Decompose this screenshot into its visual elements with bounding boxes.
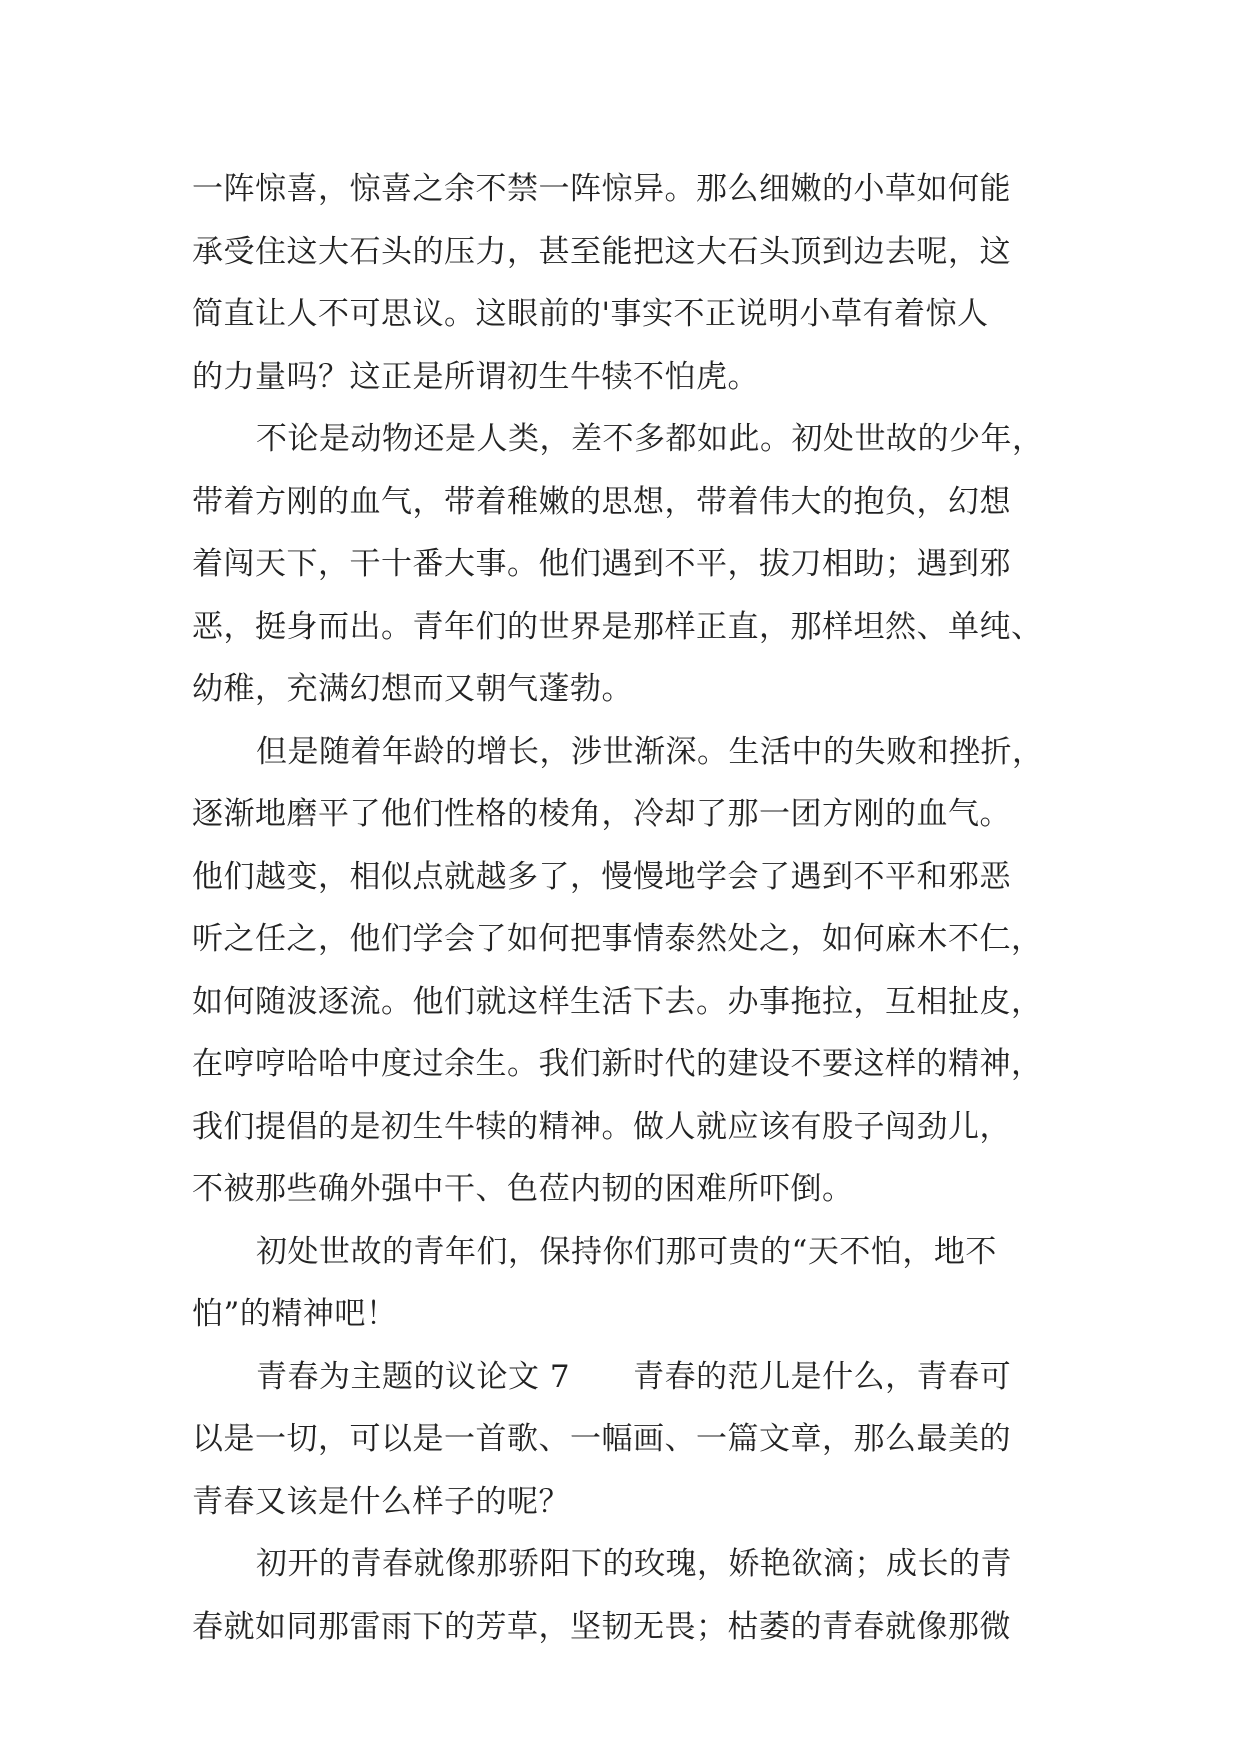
document-body <box>192 158 1072 1658</box>
text-line: 青春为主题的议论文 7 青春的范儿是什么，青春可 <box>256 1358 1012 1395</box>
text-line: 不被那些确外强中干、色莅内韧的困难所吓倒。 <box>192 1171 854 1207</box>
text-line: 逐渐地磨平了他们性格的棱角，冷却了那一团方刚的血气。 <box>192 796 1011 832</box>
paragraph <box>192 408 1072 721</box>
text-line: 的力量吗？这正是所谓初生牛犊不怕虎。 <box>192 358 759 395</box>
text-line: 不论是动物还是人类，差不多都如此。初处世故的少年， <box>256 421 1044 457</box>
text-line: 但是随着年龄的增长，涉世渐深。生活中的失败和挫折， <box>256 733 1044 770</box>
paragraph <box>192 1346 1072 1534</box>
text-line: 恶，挺身而出。青年们的世界是那样正直，那样坦然、单纯、 <box>192 608 1043 645</box>
text-line: 青春又该是什么样子的呢？ <box>192 1483 570 1520</box>
text-line: 如何随波逐流。他们就这样生活下去。办事拖拉，互相扯皮， <box>192 983 1043 1020</box>
text-line: 他们越变，相似点就越多了，慢慢地学会了遇到不平和邪恶 <box>192 858 1011 895</box>
paragraph <box>192 721 1072 1221</box>
text-line: 春就如同那雷雨下的芳草，坚韧无畏；枯萎的青春就像那微 <box>192 1608 1011 1645</box>
text-line: 一阵惊喜，惊喜之余不禁一阵惊异。那么细嫩的小草如何能 <box>192 171 1011 207</box>
text-line: 简直让人不可思议。这眼前的'事实不正说明小草有着惊人 <box>192 296 989 332</box>
text-line: 幼稚，充满幻想而又朝气蓬勃。 <box>192 671 633 707</box>
paragraph <box>192 158 1072 408</box>
text-line: 初处世故的青年们，保持你们那可贵的“天不怕，地不 <box>256 1233 997 1270</box>
text-line: 我们提倡的是初生牛犊的精神。做人就应该有股子闯劲儿， <box>192 1108 1011 1145</box>
text-line: 带着方刚的血气，带着稚嫩的思想，带着伟大的抱负，幻想 <box>192 483 1011 520</box>
text-line: 着闯天下，干十番大事。他们遇到不平，拔刀相助；遇到邪 <box>192 546 1011 582</box>
text-line: 怕”的精神吧！ <box>192 1296 398 1332</box>
text-line: 承受住这大石头的压力，甚至能把这大石头顶到边去呢，这 <box>192 233 1011 270</box>
paragraph <box>192 1221 1072 1346</box>
text-line: 以是一切，可以是一首歌、一幅画、一篇文章，那么最美的 <box>192 1421 1011 1457</box>
paragraph <box>192 1533 1072 1658</box>
text-line: 初开的青春就像那骄阳下的玫瑰，娇艳欲滴；成长的青 <box>256 1546 1012 1582</box>
text-line: 在哼哼哈哈中度过余生。我们新时代的建设不要这样的精神， <box>192 1046 1043 1082</box>
text-line: 听之任之，他们学会了如何把事情泰然处之，如何麻木不仁， <box>192 921 1043 957</box>
